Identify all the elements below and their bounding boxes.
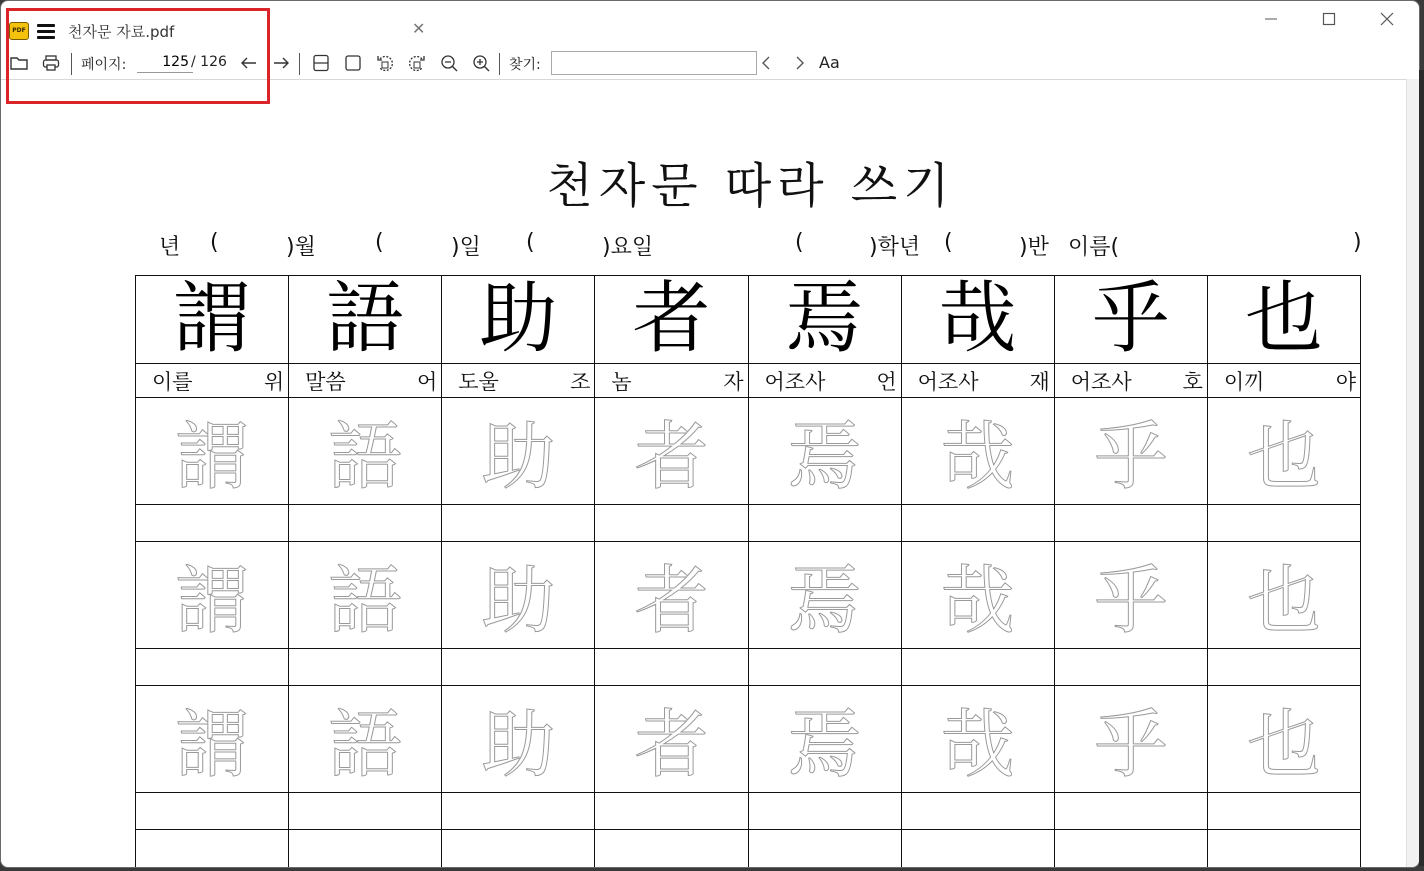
trace-character: 者 (595, 686, 748, 793)
maximize-icon (1311, 7, 1347, 33)
trace-row (136, 398, 1361, 505)
find-next-button[interactable] (787, 51, 811, 75)
tab-close-icon[interactable]: ✕ (412, 19, 426, 38)
blank-cell (1054, 505, 1207, 542)
blank-cell (136, 505, 289, 542)
blank-cell (748, 505, 901, 542)
model-character: 助 (442, 276, 595, 364)
blank-cell (289, 505, 442, 542)
info-month: )월 (286, 235, 316, 260)
blank-cell (901, 505, 1054, 542)
model-character: 也 (1207, 276, 1360, 364)
page-label: 페이지: (81, 57, 127, 73)
hamburger-menu-icon[interactable] (36, 23, 56, 39)
zoom-in-button[interactable] (469, 51, 493, 75)
trace-character: 哉 (901, 398, 1054, 505)
toolbar-separator (299, 53, 300, 75)
trace-character: 語 (289, 686, 442, 793)
sound-text: 재 (1029, 369, 1050, 394)
meaning-cell (748, 364, 901, 398)
blank-row (136, 649, 1361, 686)
blank-row (136, 830, 1361, 869)
fit-page-icon (343, 53, 363, 73)
trace-character: 也 (1207, 542, 1360, 649)
sound-text: 어 (416, 369, 438, 394)
folder-icon (9, 53, 29, 73)
sound-text: 위 (263, 369, 285, 394)
find-previous-button[interactable] (755, 51, 779, 75)
meaning-text: 말씀 (305, 369, 346, 394)
blank-row (136, 793, 1361, 830)
practice-grid (135, 275, 1361, 868)
sound-text: 야 (1335, 369, 1356, 394)
sound-text: 자 (723, 369, 744, 394)
sound-text: 조 (570, 369, 591, 394)
meaning-text: 도울 (458, 369, 499, 394)
model-character: 哉 (901, 276, 1054, 364)
print-button[interactable] (39, 51, 63, 75)
zoom-in-icon (471, 53, 491, 73)
blank-cell (901, 793, 1054, 830)
info-weekday: )요일 (602, 235, 654, 260)
toolbar (1, 47, 1419, 80)
info-paren: ( (210, 230, 219, 255)
blank-cell (136, 649, 289, 686)
blank-cell (289, 793, 442, 830)
trace-character: 哉 (901, 686, 1054, 793)
trace-character: 謂 (136, 686, 289, 793)
find-input[interactable] (551, 51, 757, 75)
trace-character: 乎 (1054, 398, 1207, 505)
blank-cell (1054, 830, 1207, 869)
blank-cell (595, 505, 748, 542)
blank-cell (1207, 793, 1360, 830)
blank-cell (442, 505, 595, 542)
info-paren: ( (526, 230, 535, 255)
blank-cell (901, 830, 1054, 869)
info-class: )반 (1019, 235, 1049, 260)
model-character: 語 (289, 276, 442, 364)
meaning-cell (136, 364, 289, 398)
meaning-text: 이를 (152, 369, 193, 394)
open-file-button[interactable] (7, 51, 31, 75)
fit-width-icon (311, 53, 331, 73)
minimize-icon (1253, 7, 1289, 33)
printer-icon (41, 53, 61, 73)
trace-character: 助 (442, 542, 595, 649)
fit-page-button[interactable] (341, 51, 365, 75)
pdf-app-icon: PDF (9, 22, 29, 40)
maximize-button[interactable] (1311, 7, 1347, 33)
info-day: )일 (451, 235, 481, 260)
blank-cell (136, 830, 289, 869)
info-name: 이름( (1068, 235, 1120, 260)
arrow-right-icon (271, 53, 291, 73)
meaning-cell (1207, 364, 1360, 398)
blank-cell (595, 793, 748, 830)
meaning-cell (901, 364, 1054, 398)
meaning-cell (289, 364, 442, 398)
meaning-cell (442, 364, 595, 398)
blank-cell (748, 793, 901, 830)
blank-cell (1054, 649, 1207, 686)
zoom-out-button[interactable] (437, 51, 461, 75)
sound-text: 언 (876, 369, 897, 394)
rotate-left-icon (375, 53, 395, 73)
meaning-cell (1054, 364, 1207, 398)
trace-character: 助 (442, 686, 595, 793)
info-paren: ( (795, 230, 804, 255)
meaning-text: 어조사 (1070, 369, 1132, 394)
trace-character: 助 (442, 398, 595, 505)
trace-character: 者 (595, 542, 748, 649)
blank-cell (901, 649, 1054, 686)
model-character: 者 (595, 276, 748, 364)
trace-character: 者 (595, 398, 748, 505)
info-year: 년 (159, 235, 181, 260)
blank-cell (1207, 649, 1360, 686)
next-page-button[interactable] (269, 51, 293, 75)
blank-row (136, 505, 1361, 542)
blank-cell (442, 830, 595, 869)
blank-cell (748, 649, 901, 686)
meaning-text: 이끼 (1223, 369, 1265, 394)
blank-cell (442, 793, 595, 830)
chevron-right-icon (789, 53, 809, 73)
chevron-left-icon (757, 53, 777, 73)
match-case-toggle[interactable]: Aa (819, 53, 840, 72)
page-number-input[interactable] (137, 52, 193, 73)
blank-cell (442, 649, 595, 686)
zoom-out-icon (439, 53, 459, 73)
document-tab-title[interactable]: 천자문 자료.pdf (68, 23, 175, 41)
meaning-text: 어조사 (917, 369, 979, 394)
find-label: 찾기: (509, 57, 541, 73)
close-icon (1369, 7, 1405, 33)
blank-cell (136, 793, 289, 830)
trace-character: 乎 (1054, 686, 1207, 793)
title-bar (1, 1, 1419, 45)
model-character-row (136, 276, 1361, 364)
rotate-right-button[interactable] (405, 51, 429, 75)
blank-cell (748, 830, 901, 869)
blank-cell (289, 649, 442, 686)
trace-character: 焉 (748, 398, 901, 505)
trace-character: 焉 (748, 686, 901, 793)
previous-page-button[interactable] (237, 51, 261, 75)
info-paren: ) (1353, 230, 1362, 255)
model-character: 乎 (1054, 276, 1207, 364)
blank-cell (1054, 793, 1207, 830)
meaning-row (136, 364, 1361, 398)
arrow-left-icon (239, 53, 259, 73)
info-paren: ( (944, 230, 953, 255)
trace-character: 謂 (136, 398, 289, 505)
sound-text: 호 (1182, 369, 1203, 394)
blank-cell (289, 830, 442, 869)
trace-character: 乎 (1054, 542, 1207, 649)
window-shadow-edge (1419, 70, 1424, 866)
rotate-right-icon (407, 53, 427, 73)
trace-character: 焉 (748, 542, 901, 649)
meaning-text: 어조사 (764, 369, 826, 394)
model-character: 謂 (136, 276, 289, 364)
info-paren: ( (375, 230, 384, 255)
blank-cell (595, 830, 748, 869)
rotate-left-button[interactable] (373, 51, 397, 75)
trace-character: 哉 (901, 542, 1054, 649)
minimize-button[interactable] (1253, 7, 1289, 33)
trace-row (136, 542, 1361, 649)
trace-character: 也 (1207, 398, 1360, 505)
trace-character: 語 (289, 398, 442, 505)
trace-row (136, 686, 1361, 793)
trace-character: 也 (1207, 686, 1360, 793)
fit-width-button[interactable] (309, 51, 333, 75)
trace-character: 謂 (136, 542, 289, 649)
worksheet-title: 천자문 따라 쓰기 (546, 158, 956, 214)
model-character: 焉 (748, 276, 901, 364)
toolbar-separator (71, 53, 72, 75)
blank-cell (1207, 830, 1360, 869)
blank-cell (1207, 505, 1360, 542)
close-window-button[interactable] (1369, 7, 1405, 33)
meaning-cell (595, 364, 748, 398)
toolbar-separator (499, 53, 500, 75)
meaning-text: 놈 (611, 369, 632, 394)
trace-character: 語 (289, 542, 442, 649)
page-total: / 126 (191, 54, 227, 70)
info-grade: )학년 (869, 235, 921, 260)
blank-cell (595, 649, 748, 686)
